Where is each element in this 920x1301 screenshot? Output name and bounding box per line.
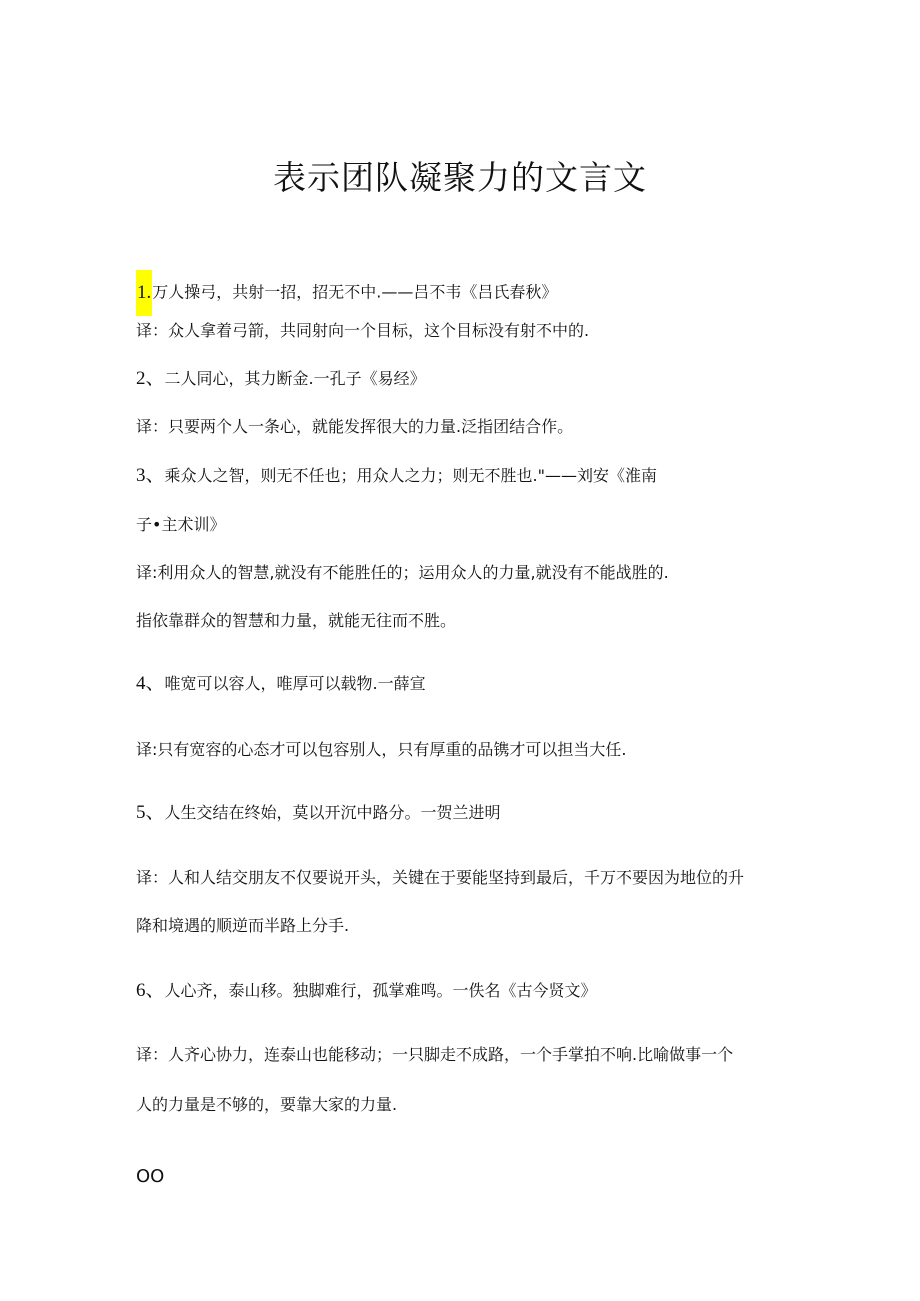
item-4-line xyxy=(136,671,426,697)
translation-5-continuation: 降和境遇的顺逆而半路上分手. xyxy=(136,916,350,935)
item-1-line xyxy=(136,270,557,316)
translation-1-line: 译：众人拿着弓箭，共同射向一个目标，这个目标没有射不中的. xyxy=(136,321,590,340)
translation-3-continuation: 指依靠群众的智慧和力量，就能无往而不胜。 xyxy=(136,611,457,630)
translation-2-line: 译：只要两个人一条心，就能发挥很大的力量.泛指团结合作。 xyxy=(136,417,574,436)
translation-6-line: 译：人齐心协力，连泰山也能移动；一只脚走不成路，一个手掌拍不响.比喻做事一个 xyxy=(136,1045,734,1064)
item-text: 唯宽可以容人，唯厚可以载物.一薛宣 xyxy=(164,674,426,693)
item-number: 6、 xyxy=(136,980,165,1001)
translation-6-continuation: 人的力量是不够的，要靠大家的力量. xyxy=(136,1095,398,1114)
item-6-line xyxy=(136,978,597,1004)
item-3-line xyxy=(136,463,657,489)
item-text: 二人同心，其力断金.一孔子《易经》 xyxy=(164,369,426,388)
translation-4-line: 译:只有宽容的心态才可以包容别人，只有厚重的品镌才可以担当大任. xyxy=(136,740,627,759)
item-text: 人生交结在终始，莫以开沉中路分。一贺兰进明 xyxy=(164,803,501,822)
document-title: 表示团队凝聚力的文言文 xyxy=(273,158,647,197)
item-number: 3、 xyxy=(136,465,165,486)
item-number-highlight: 1. xyxy=(136,270,152,316)
item-text: 人心齐，泰山移。独脚难行，孤掌难鸣。一佚名《古今贤文》 xyxy=(164,981,597,1000)
item-5-line xyxy=(136,800,501,826)
item-text: 乘众人之智，则无不任也；用众人之力；则无不胜也."——刘安《淮南 xyxy=(164,466,657,485)
item-2-line xyxy=(136,366,426,392)
translation-5-line: 译：人和人结交朋友不仅要说开头，关键在于要能坚持到最后，千万不要因为地位的升 xyxy=(136,868,745,887)
trailing-marks: OO xyxy=(136,1166,165,1187)
item-text: 万人操弓，共射一招，招无不中.——吕不韦《吕氏春秋》 xyxy=(152,282,558,302)
item-number: 5、 xyxy=(136,802,165,823)
translation-3-line: 译:利用众人的智慧,就没有不能胜任的；运用众人的力量,就没有不能战胜的. xyxy=(136,563,669,582)
item-number: 2、 xyxy=(136,368,165,389)
item-number: 4、 xyxy=(136,673,165,694)
item-3-continuation: 子•主术训》 xyxy=(136,515,226,534)
